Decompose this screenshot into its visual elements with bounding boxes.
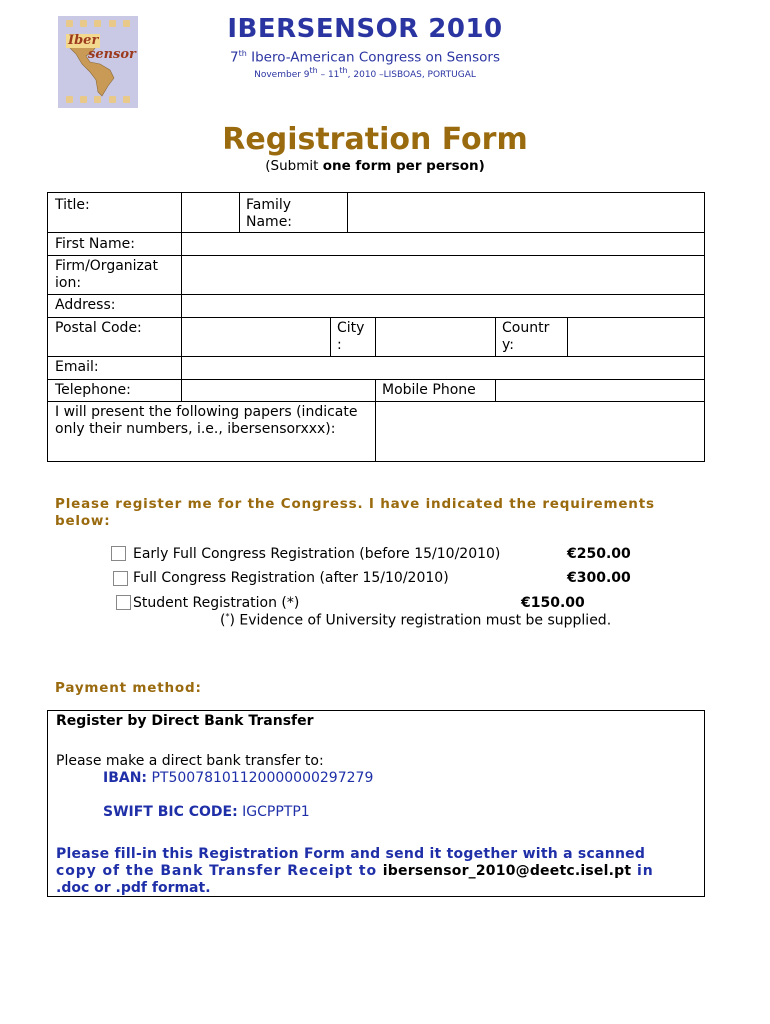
instruction-pre: copy of the Bank Transfer Receipt to — [56, 863, 383, 879]
subtitle-ordinal: 7 — [230, 49, 239, 66]
film-strip-bottom — [58, 95, 138, 105]
date-end: – 11 — [317, 70, 340, 80]
address-label: Address: — [55, 297, 116, 313]
payment-heading: Payment method: — [55, 680, 202, 696]
registration-form-table — [47, 192, 705, 462]
form-title: Registration Form — [222, 122, 528, 157]
date-start: November 9 — [254, 70, 310, 80]
telephone-input[interactable] — [182, 380, 375, 401]
first-name-label: First Name: — [55, 236, 135, 252]
note-star: * — [225, 612, 230, 621]
title-input[interactable] — [182, 193, 239, 232]
address-input[interactable] — [182, 295, 704, 317]
country-label: Countr y: — [502, 320, 550, 353]
swift-value: IGCPPTP1 — [242, 804, 310, 820]
iban-line — [103, 770, 373, 787]
email-input[interactable] — [182, 357, 704, 379]
instruction-post: in — [631, 863, 654, 879]
student-registration-label: Student Registration (*) — [133, 595, 300, 611]
date-start-suffix: th — [309, 66, 318, 75]
full-registration-price: €300.00 — [567, 570, 631, 586]
early-registration-checkbox[interactable] — [111, 546, 126, 561]
city-label: City : — [337, 320, 365, 353]
iban-label: IBAN: — [103, 770, 148, 786]
early-registration-price: €250.00 — [567, 546, 631, 562]
congress-subtitle — [205, 49, 525, 66]
iban-value: PT50078101120000000297279 — [151, 770, 374, 786]
postal-code-label: Postal Code: — [55, 320, 142, 336]
papers-input[interactable] — [376, 402, 704, 461]
family-name-label: Family Name: — [246, 197, 293, 230]
email-label: Email: — [55, 359, 99, 375]
title-label: Title: — [55, 197, 90, 213]
congress-logo — [58, 16, 138, 108]
congress-date — [205, 66, 525, 80]
congress-title: IBERSENSOR 2010 — [227, 14, 503, 44]
mobile-phone-input[interactable] — [496, 380, 704, 401]
first-name-input[interactable] — [182, 233, 704, 255]
country-input[interactable] — [568, 318, 704, 356]
form-subtitle-bold: one form per person) — [322, 158, 485, 174]
mobile-phone-label: Mobile Phone — [382, 382, 476, 398]
note-text: ) Evidence of University registration must be supplied. — [229, 612, 612, 629]
bank-box-title: Register by Direct Bank Transfer — [56, 713, 314, 729]
instruction-line-2 — [56, 863, 654, 880]
form-subtitle-pre: (Submit — [265, 158, 323, 174]
logo-word-iber: Iber — [68, 33, 99, 48]
contact-email-link[interactable]: ibersensor_2010@deetc.isel.pt — [382, 863, 632, 879]
firm-label: Firm/Organizat ion: — [55, 258, 158, 291]
early-registration-label: Early Full Congress Registration (before 15/10/2010) — [133, 546, 501, 562]
papers-label: I will present the following papers (indicate only their numbers, i.e., ibersensorxxx): — [55, 404, 358, 437]
film-strip-top — [58, 19, 138, 29]
full-registration-label: Full Congress Registration (after 15/10/2010) — [133, 570, 449, 586]
swift-label: SWIFT BIC CODE: — [103, 804, 238, 820]
registration-heading: Please register me for the Congress. I have indicated the requirements below: — [55, 496, 655, 529]
subtitle-ordinal-suffix: th — [238, 49, 247, 58]
student-registration-checkbox[interactable] — [116, 595, 131, 610]
student-registration-price: €150.00 — [521, 595, 585, 611]
full-registration-checkbox[interactable] — [113, 571, 128, 586]
note-open: ( — [220, 612, 226, 629]
date-location: , 2010 –LISBOAS, PORTUGAL — [347, 70, 476, 80]
instruction-line-3: .doc or .pdf format. — [56, 880, 211, 896]
form-subtitle — [205, 158, 545, 174]
logo-word-sensor: sensor — [88, 47, 136, 62]
family-name-input[interactable] — [348, 193, 704, 232]
bank-transfer-box — [47, 710, 705, 897]
bank-intro: Please make a direct bank transfer to: — [56, 753, 324, 769]
student-note — [220, 612, 611, 629]
city-input[interactable] — [376, 318, 495, 356]
swift-line — [103, 804, 310, 821]
subtitle-text: Ibero-American Congress on Sensors — [246, 49, 500, 66]
telephone-label: Telephone: — [55, 382, 131, 398]
date-end-suffix: th — [339, 66, 348, 75]
firm-input[interactable] — [182, 256, 704, 294]
postal-code-input[interactable] — [182, 318, 330, 356]
instruction-line-1: Please fill-in this Registration Form and send it together with a scanned — [56, 846, 646, 862]
